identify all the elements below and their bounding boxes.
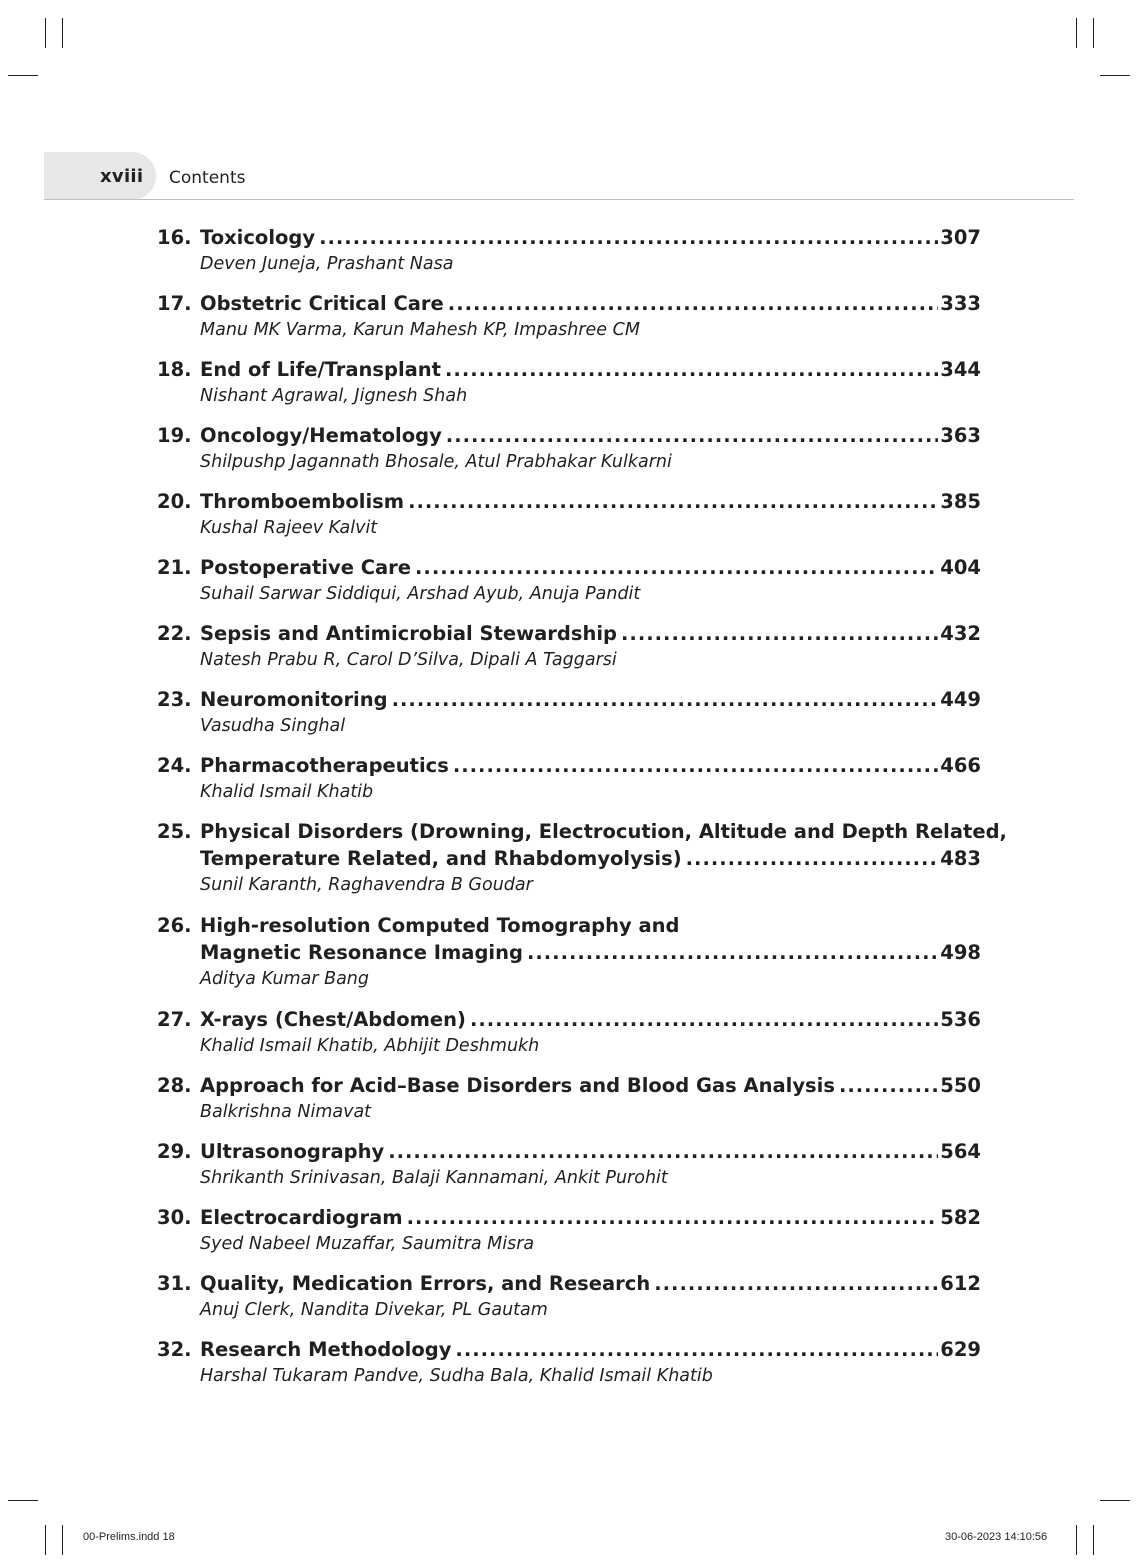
- toc-title-line: [157, 912, 981, 939]
- chapter-title[interactable]: End of Life/Transplant: [200, 358, 441, 381]
- chapter-authors: Manu MK Varma, Karun Mahesh KP, Impashree CM: [200, 320, 640, 340]
- chapter-number: 32.: [157, 1338, 192, 1361]
- chapter-authors: Vasudha Singhal: [200, 716, 346, 736]
- chapter-title[interactable]: Quality, Medication Errors, and Research: [200, 1272, 651, 1295]
- chapter-number: 25.: [157, 820, 192, 843]
- page-number[interactable]: 333: [940, 292, 981, 315]
- crop-mark: [62, 1525, 63, 1555]
- chapter-number: 21.: [157, 556, 192, 579]
- page-number[interactable]: 582: [940, 1206, 981, 1229]
- crop-mark: [1100, 75, 1130, 76]
- toc-entry[interactable]: [157, 488, 981, 541]
- dot-leader: [448, 290, 939, 317]
- toc-title-line: [157, 1138, 981, 1165]
- chapter-number: 31.: [157, 1272, 192, 1295]
- page-number[interactable]: 612: [940, 1272, 981, 1295]
- dot-leader: [621, 620, 938, 647]
- toc-entry[interactable]: [157, 356, 981, 409]
- chapter-number: 23.: [157, 688, 192, 711]
- toc-title-line: [157, 554, 981, 581]
- chapter-title[interactable]: Magnetic Resonance Imaging: [200, 941, 523, 964]
- chapter-number: 27.: [157, 1008, 192, 1031]
- page-number[interactable]: 466: [940, 754, 981, 777]
- toc-title-line: [157, 845, 981, 872]
- page-number[interactable]: 363: [940, 424, 981, 447]
- running-title: Contents: [169, 168, 246, 188]
- crop-mark: [1093, 1525, 1094, 1555]
- page-number[interactable]: 629: [940, 1338, 981, 1361]
- chapter-authors: Khalid Ismail Khatib, Abhijit Deshmukh: [200, 1036, 540, 1056]
- toc-title-line: [157, 686, 981, 713]
- toc-list: [157, 224, 1007, 1402]
- toc-entry[interactable]: [157, 912, 981, 992]
- page-number[interactable]: 404: [940, 556, 981, 579]
- chapter-authors: Balkrishna Nimavat: [200, 1102, 372, 1122]
- page-number[interactable]: 498: [940, 941, 981, 964]
- chapter-number: 29.: [157, 1140, 192, 1163]
- page-number[interactable]: 564: [940, 1140, 981, 1163]
- chapter-title[interactable]: Temperature Related, and Rhabdomyolysis): [200, 847, 682, 870]
- dot-leader: [686, 845, 939, 872]
- crop-mark: [1093, 18, 1094, 48]
- chapter-authors: Deven Juneja, Prashant Nasa: [200, 254, 454, 274]
- chapter-number: 26.: [157, 914, 192, 937]
- chapter-title[interactable]: Approach for Acid–Base Disorders and Blood Gas Analysis: [200, 1074, 835, 1097]
- chapter-authors: Shrikanth Srinivasan, Balaji Kannamani, Ankit Purohit: [200, 1168, 668, 1188]
- chapter-title[interactable]: Ultrasonography: [200, 1140, 385, 1163]
- page-number[interactable]: 432: [940, 622, 981, 645]
- page-number[interactable]: 344: [940, 358, 981, 381]
- chapter-title[interactable]: Electrocardiogram: [200, 1206, 403, 1229]
- toc-title-line: [157, 290, 981, 317]
- toc-entry[interactable]: [157, 686, 981, 739]
- chapter-number: 17.: [157, 292, 192, 315]
- page-folio: xviii: [100, 166, 144, 187]
- toc-title-line: [157, 1204, 981, 1231]
- toc-title-line: [157, 488, 981, 515]
- dot-leader: [408, 488, 938, 515]
- chapter-title[interactable]: Sepsis and Antimicrobial Stewardship: [200, 622, 618, 645]
- toc-entry[interactable]: [157, 422, 981, 475]
- chapter-number: 16.: [157, 226, 192, 249]
- toc-title-line: [157, 752, 981, 779]
- page-number[interactable]: 536: [940, 1008, 981, 1031]
- toc-entry[interactable]: [157, 1336, 981, 1389]
- crop-mark: [45, 18, 46, 48]
- crop-mark: [8, 75, 38, 76]
- toc-entry[interactable]: [157, 1138, 981, 1191]
- toc-entry[interactable]: [157, 1072, 981, 1125]
- toc-title-line: [157, 1336, 981, 1363]
- toc-entry[interactable]: [157, 1204, 981, 1257]
- chapter-title[interactable]: Thromboembolism: [200, 490, 405, 513]
- toc-entry[interactable]: [157, 620, 981, 673]
- running-header: [44, 152, 1074, 200]
- chapter-authors: Sunil Karanth, Raghavendra B Goudar: [200, 875, 533, 895]
- chapter-authors: Nishant Agrawal, Jignesh Shah: [200, 386, 468, 406]
- chapter-authors: Anuj Clerk, Nandita Divekar, PL Gautam: [200, 1300, 548, 1320]
- chapter-authors: Shilpushp Jagannath Bhosale, Atul Prabhakar Kulkarni: [200, 452, 672, 472]
- dot-leader: [415, 554, 938, 581]
- toc-title-line: [157, 356, 981, 383]
- chapter-number: 24.: [157, 754, 192, 777]
- toc-entry[interactable]: [157, 1006, 981, 1059]
- page-number[interactable]: 449: [940, 688, 981, 711]
- slug-filename: 00-Prelims.indd 18: [83, 1531, 175, 1543]
- dot-leader: [470, 1006, 938, 1033]
- toc-title-line: [157, 422, 981, 449]
- chapter-title[interactable]: Obstetric Critical Care: [200, 292, 444, 315]
- crop-mark: [1076, 1525, 1077, 1555]
- chapter-title[interactable]: Research Methodology: [200, 1338, 452, 1361]
- page-number[interactable]: 385: [940, 490, 981, 513]
- toc-entry[interactable]: [157, 224, 981, 277]
- crop-mark: [1076, 18, 1077, 48]
- dot-leader: [455, 1336, 938, 1363]
- chapter-number: 22.: [157, 622, 192, 645]
- folio-tab: [44, 152, 156, 200]
- toc-entry[interactable]: [157, 554, 981, 607]
- chapter-number: 30.: [157, 1206, 192, 1229]
- chapter-title-first-line: Physical Disorders (Drowning, Electrocution, Altitude and Depth Related,: [200, 820, 1007, 843]
- chapter-authors: Harshal Tukaram Pandve, Sudha Bala, Khalid Ismail Khatib: [200, 1366, 713, 1386]
- dot-leader: [446, 422, 939, 449]
- crop-mark: [8, 1500, 38, 1501]
- toc-title-line: [157, 620, 981, 647]
- chapter-title-first-line: High-resolution Computed Tomography and: [200, 914, 680, 937]
- crop-mark: [1100, 1500, 1130, 1501]
- crop-mark: [45, 1525, 46, 1555]
- toc-title-line: [157, 1006, 981, 1033]
- dot-leader: [527, 939, 938, 966]
- chapter-title[interactable]: Toxicology: [200, 226, 316, 249]
- chapter-number: 18.: [157, 358, 192, 381]
- toc-title-line: [157, 939, 981, 966]
- toc-entry[interactable]: [157, 752, 981, 805]
- dot-leader: [445, 356, 938, 383]
- dot-leader: [453, 752, 938, 779]
- dot-leader: [319, 224, 938, 251]
- chapter-authors: Aditya Kumar Bang: [200, 969, 370, 989]
- toc-entry[interactable]: [157, 290, 981, 343]
- page-number[interactable]: 483: [940, 847, 981, 870]
- chapter-number: 19.: [157, 424, 192, 447]
- header-rule: [44, 199, 1074, 200]
- slug-timestamp: 30-06-2023 14:10:56: [945, 1531, 1048, 1543]
- toc-title-line: [157, 1270, 981, 1297]
- toc-entry[interactable]: [157, 1270, 981, 1323]
- dot-leader: [388, 1138, 938, 1165]
- chapter-title[interactable]: X-rays (Chest/Abdomen): [200, 1008, 466, 1031]
- chapter-title[interactable]: Postoperative Care: [200, 556, 412, 579]
- dot-leader: [407, 1204, 939, 1231]
- chapter-number: 20.: [157, 490, 192, 513]
- chapter-authors: Kushal Rajeev Kalvit: [200, 518, 378, 538]
- toc-title-line: [157, 818, 1007, 845]
- chapter-title[interactable]: Pharmacotherapeutics: [200, 754, 449, 777]
- chapter-authors: Natesh Prabu R, Carol D’Silva, Dipali A Taggarsi: [200, 650, 617, 670]
- dot-leader: [392, 686, 939, 713]
- toc-entry[interactable]: [157, 818, 1007, 898]
- chapter-authors: Syed Nabeel Muzaffar, Saumitra Misra: [200, 1234, 535, 1254]
- chapter-authors: Suhail Sarwar Siddiqui, Arshad Ayub, Anuja Pandit: [200, 584, 641, 604]
- chapter-number: 28.: [157, 1074, 192, 1097]
- toc-title-line: [157, 1072, 981, 1099]
- crop-mark: [62, 18, 63, 48]
- chapter-title[interactable]: Neuromonitoring: [200, 688, 388, 711]
- dot-leader: [839, 1072, 938, 1099]
- chapter-authors: Khalid Ismail Khatib: [200, 782, 374, 802]
- toc-title-line: [157, 224, 981, 251]
- chapter-title[interactable]: Oncology/Hematology: [200, 424, 442, 447]
- page-number[interactable]: 307: [940, 226, 981, 249]
- page-number[interactable]: 550: [940, 1074, 981, 1097]
- dot-leader: [654, 1270, 938, 1297]
